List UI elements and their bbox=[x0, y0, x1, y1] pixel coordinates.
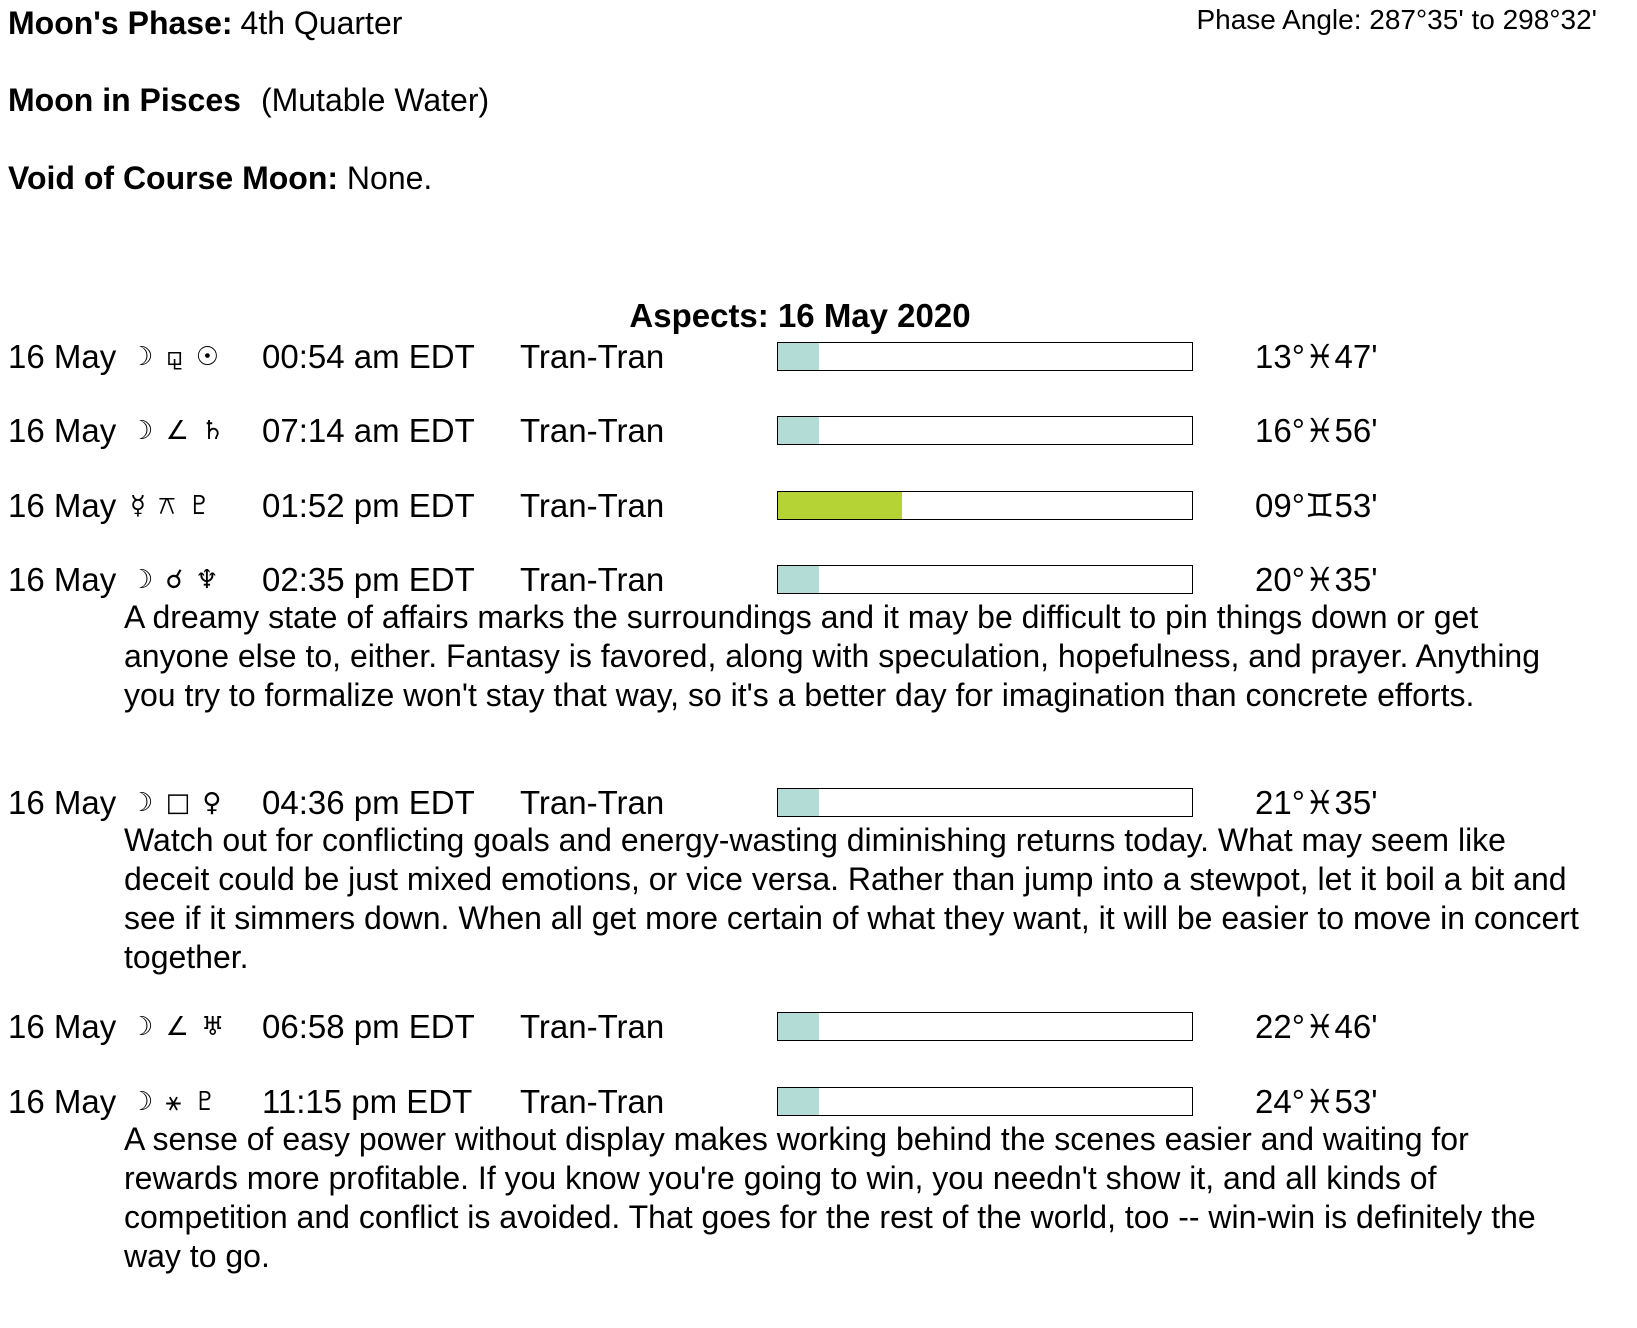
aspect-date: 16 May bbox=[8, 487, 117, 524]
aspect-strength-bar bbox=[777, 1087, 1193, 1116]
aspect-time: 06:58 pm EDT bbox=[262, 1008, 475, 1045]
aspect-strength-bar bbox=[777, 342, 1193, 371]
aspect-strength-fill bbox=[778, 1013, 819, 1040]
aspect-time: 07:14 am EDT bbox=[262, 412, 475, 449]
aspect-date: 16 May bbox=[8, 338, 117, 375]
aspect-date: 16 May bbox=[8, 561, 117, 598]
aspect-time: 11:15 pm EDT bbox=[262, 1083, 473, 1120]
aspect-glyphs: ☽ □ ♀ bbox=[130, 788, 224, 818]
aspect-type: Tran-Tran bbox=[520, 338, 665, 375]
aspect-glyphs: ☽ ∠ ♄ bbox=[130, 416, 227, 446]
aspect-position: 21°♓35' bbox=[1255, 784, 1378, 821]
moon-phase-line bbox=[8, 3, 402, 43]
aspect-time: 01:52 pm EDT bbox=[262, 487, 475, 524]
aspect-time: 04:36 pm EDT bbox=[262, 784, 475, 821]
aspect-strength-fill bbox=[778, 343, 819, 370]
aspect-date: 16 May bbox=[8, 1083, 117, 1120]
void-of-course-value: None. bbox=[346, 160, 433, 196]
aspect-position: 13°♓47' bbox=[1255, 338, 1378, 375]
aspect-strength-fill bbox=[778, 1088, 819, 1115]
aspects-title: Aspects: 16 May 2020 bbox=[629, 297, 971, 334]
aspect-type: Tran-Tran bbox=[520, 561, 665, 598]
aspect-type: Tran-Tran bbox=[520, 784, 665, 821]
aspect-time: 00:54 am EDT bbox=[262, 338, 475, 375]
aspect-strength-bar bbox=[777, 788, 1193, 817]
aspect-type: Tran-Tran bbox=[520, 487, 665, 524]
aspect-position: 16°♓56' bbox=[1255, 412, 1378, 449]
aspect-glyphs: ☽ ⚹ ♇ bbox=[130, 1087, 219, 1117]
aspect-position: 24°♓53' bbox=[1255, 1083, 1378, 1120]
aspect-date: 16 May bbox=[8, 1008, 117, 1045]
aspect-date: 16 May bbox=[8, 784, 117, 821]
aspect-strength-fill bbox=[778, 417, 819, 444]
aspect-strength-fill bbox=[778, 789, 819, 816]
aspect-description: A sense of easy power without display makes working behind the scenes easier and waiting for rewards more profitable. If you know you're going to win, you needn't show it, and all kinds of competition and conflict is avoided. That goes for the rest of the world, too -- win-win is definitely the way to go. bbox=[124, 1121, 1536, 1274]
aspect-strength-fill bbox=[778, 492, 902, 519]
phase-angle: Phase Angle: 287°35' to 298°32' bbox=[1196, 4, 1597, 35]
moon-sign-detail: (Mutable Water) bbox=[260, 82, 490, 118]
void-of-course-line bbox=[8, 158, 432, 198]
aspect-glyphs: ☽ ☌ ♆ bbox=[130, 565, 221, 595]
aspect-position: 09°♊53' bbox=[1255, 487, 1378, 524]
aspect-description: Watch out for conflicting goals and energy-wasting diminishing returns today. What may seem like deceit could be just mixed emotions, or vice versa. Rather than jump into a stewpot, let it boil a bit and see if it simmers down. When all get more certain of what they want, it will be easier to move in concert together. bbox=[124, 822, 1579, 975]
aspect-position: 22°♓46' bbox=[1255, 1008, 1378, 1045]
aspect-strength-bar bbox=[777, 416, 1193, 445]
aspect-strength-bar bbox=[777, 565, 1193, 594]
aspect-type: Tran-Tran bbox=[520, 1083, 665, 1120]
aspect-strength-bar bbox=[777, 491, 1193, 520]
aspect-description: A dreamy state of affairs marks the surroundings and it may be difficult to pin things down or get anyone else to, either. Fantasy is favored, along with speculation, hopefulness, and prayer. Anything you try to formalize won't stay that way, so it's a better day for imagination than concrete efforts. bbox=[124, 599, 1541, 713]
moon-phase-value: 4th Quarter bbox=[240, 5, 403, 41]
moon-sign-label: Moon in Pisces bbox=[8, 82, 241, 118]
aspect-glyphs: ☿ ⚻ ♇ bbox=[130, 491, 214, 521]
aspect-glyphs: ☽ ∠ ♅ bbox=[130, 1012, 227, 1042]
aspect-strength-bar bbox=[777, 1012, 1193, 1041]
moon-sign-line bbox=[8, 80, 489, 120]
aspect-glyphs: ☽ ⚼ ☉ bbox=[130, 342, 222, 372]
void-of-course-label: Void of Course Moon: bbox=[8, 160, 339, 196]
aspect-position: 20°♓35' bbox=[1255, 561, 1378, 598]
aspect-date: 16 May bbox=[8, 412, 117, 449]
aspect-type: Tran-Tran bbox=[520, 1008, 665, 1045]
aspect-time: 02:35 pm EDT bbox=[262, 561, 475, 598]
moon-phase-label: Moon's Phase: bbox=[8, 5, 233, 41]
aspect-type: Tran-Tran bbox=[520, 412, 665, 449]
aspect-strength-fill bbox=[778, 566, 819, 593]
